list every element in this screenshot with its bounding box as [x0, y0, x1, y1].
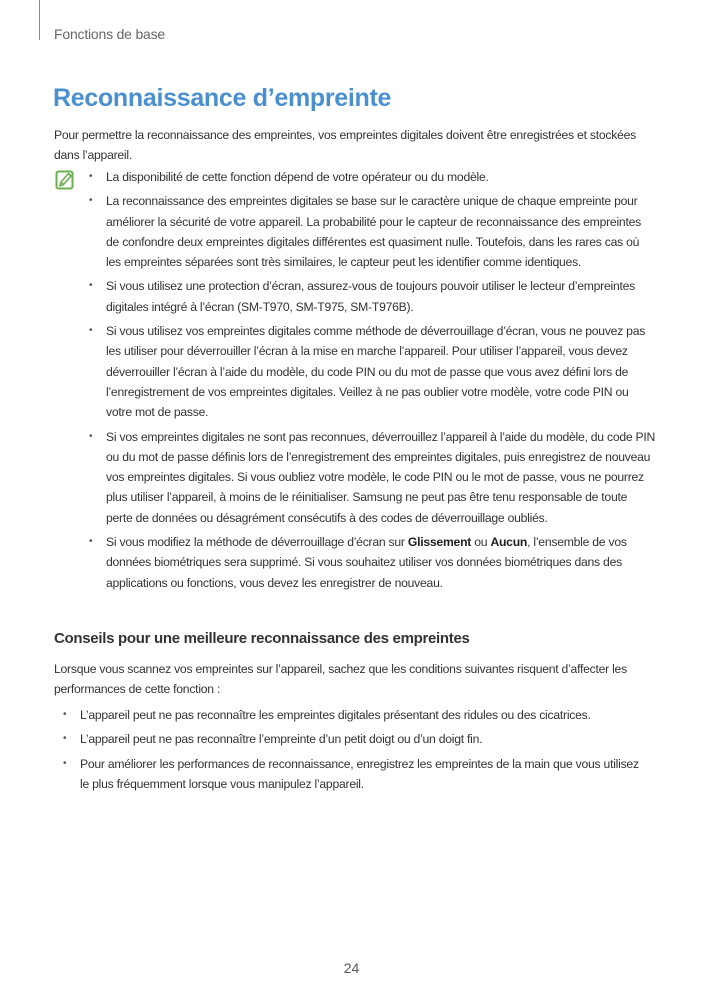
- bullet-icon: •: [89, 195, 93, 207]
- note-item: • Si vous modifiez la méthode de déverrouillage d’écran sur Glissement ou Aucun, l’ensemble de vos données biométriques sera supprimé. Si vous souhaitez utiliser vos données biométriques dans des applications ou fonctions, vous devez les enregistrer de nouveau.: [106, 532, 656, 593]
- tip-item: • Pour améliorer les performances de reconnaissance, enregistrez les empreintes de la main que vous utilisez le plus fréquemment lorsque vous manipulez l’appareil.: [80, 754, 650, 795]
- intro-paragraph: Pour permettre la reconnaissance des empreintes, vos empreintes digitales doivent être enregistrées et stockées dans l’appareil.: [54, 128, 636, 162]
- bullet-icon: •: [89, 171, 93, 182]
- tip-item: • L’appareil peut ne pas reconnaître l’empreinte d’un petit doigt ou d’un doigt fin.: [80, 729, 650, 749]
- note-item: • Si vous utilisez une protection d’écran, assurez-vous de toujours pouvoir utiliser le lecteur d’empreintes digitales intégré à l’écran (SM-T970, SM-T975, SM-T976B).: [106, 276, 656, 317]
- bullet-icon: •: [63, 757, 67, 769]
- note-item: • Si vos empreintes digitales ne sont pas reconnues, déverrouillez l’appareil à l’aide du modèle, du code PIN ou du mot de passe définis lors de l’enregistrement des empreintes digitales, puis enregistrez de nouveau vos empreintes digitales. Si vous oubliez votre modèle, le code PIN ou le mot de passe, vous ne pourrez plus utiliser l’appareil, à moins de le réinitialiser. Samsung ne peut pas être tenu responsable de toute perte de données ou désagrément consécutifs à des codes de déverrouillage oubliés.: [106, 427, 656, 528]
- bullet-icon: •: [89, 536, 93, 548]
- bullet-icon: •: [63, 709, 67, 720]
- bullet-icon: •: [89, 430, 93, 442]
- bullet-icon: •: [89, 280, 93, 292]
- tips-list: [63, 705, 650, 798]
- note-list: [89, 167, 656, 597]
- tip-item: • L’appareil peut ne pas reconnaître les empreintes digitales présentant des ridules ou des cicatrices.: [80, 705, 650, 725]
- note-pencil-icon: [55, 170, 75, 190]
- note-item: • La disponibilité de cette fonction dépend de votre opérateur ou du modèle.: [106, 167, 656, 187]
- bullet-icon: •: [63, 733, 67, 745]
- page-title: Reconnaissance d’empreinte: [53, 84, 392, 112]
- tips-intro: Lorsque vous scannez vos empreintes sur l’appareil, sachez que les conditions suivantes risquent d’affecter les performances de cette fonction :: [54, 662, 627, 696]
- page-number: 24: [343, 960, 360, 976]
- margin-rule: [39, 0, 40, 40]
- note-item: • Si vous utilisez vos empreintes digitales comme méthode de déverrouillage d’écran, vous ne pouvez pas les utiliser pour déverrouiller l’écran à la mise en marche l’appareil. Pour utiliser l’appareil, vous devez déverrouiller l’écran à l’aide du modèle, du code PIN ou du mot de passe que vous avez défini lors de l’enregistrement de vos empreintes digitales. Veillez à ne pas oublier votre modèle, votre code PIN ou votre mot de passe.: [106, 321, 656, 422]
- option-glissement: Glissement: [407, 535, 472, 550]
- option-aucun: Aucun: [490, 535, 528, 550]
- tips-heading: Conseils pour une meilleure reconnaissance des empreintes: [54, 630, 470, 647]
- running-header: Fonctions de base: [54, 26, 166, 42]
- note-item: • La reconnaissance des empreintes digitales se base sur le caractère unique de chaque empreinte pour améliorer la sécurité de votre appareil. La probabilité pour le capteur de reconnaissance des empreintes de confondre deux empreintes digitales différentes est quasiment nulle. Toutefois, dans les rares cas où les empreintes séparées sont très similaires, le capteur peut les identifier comme identiques.: [106, 191, 656, 272]
- bullet-icon: •: [89, 325, 93, 337]
